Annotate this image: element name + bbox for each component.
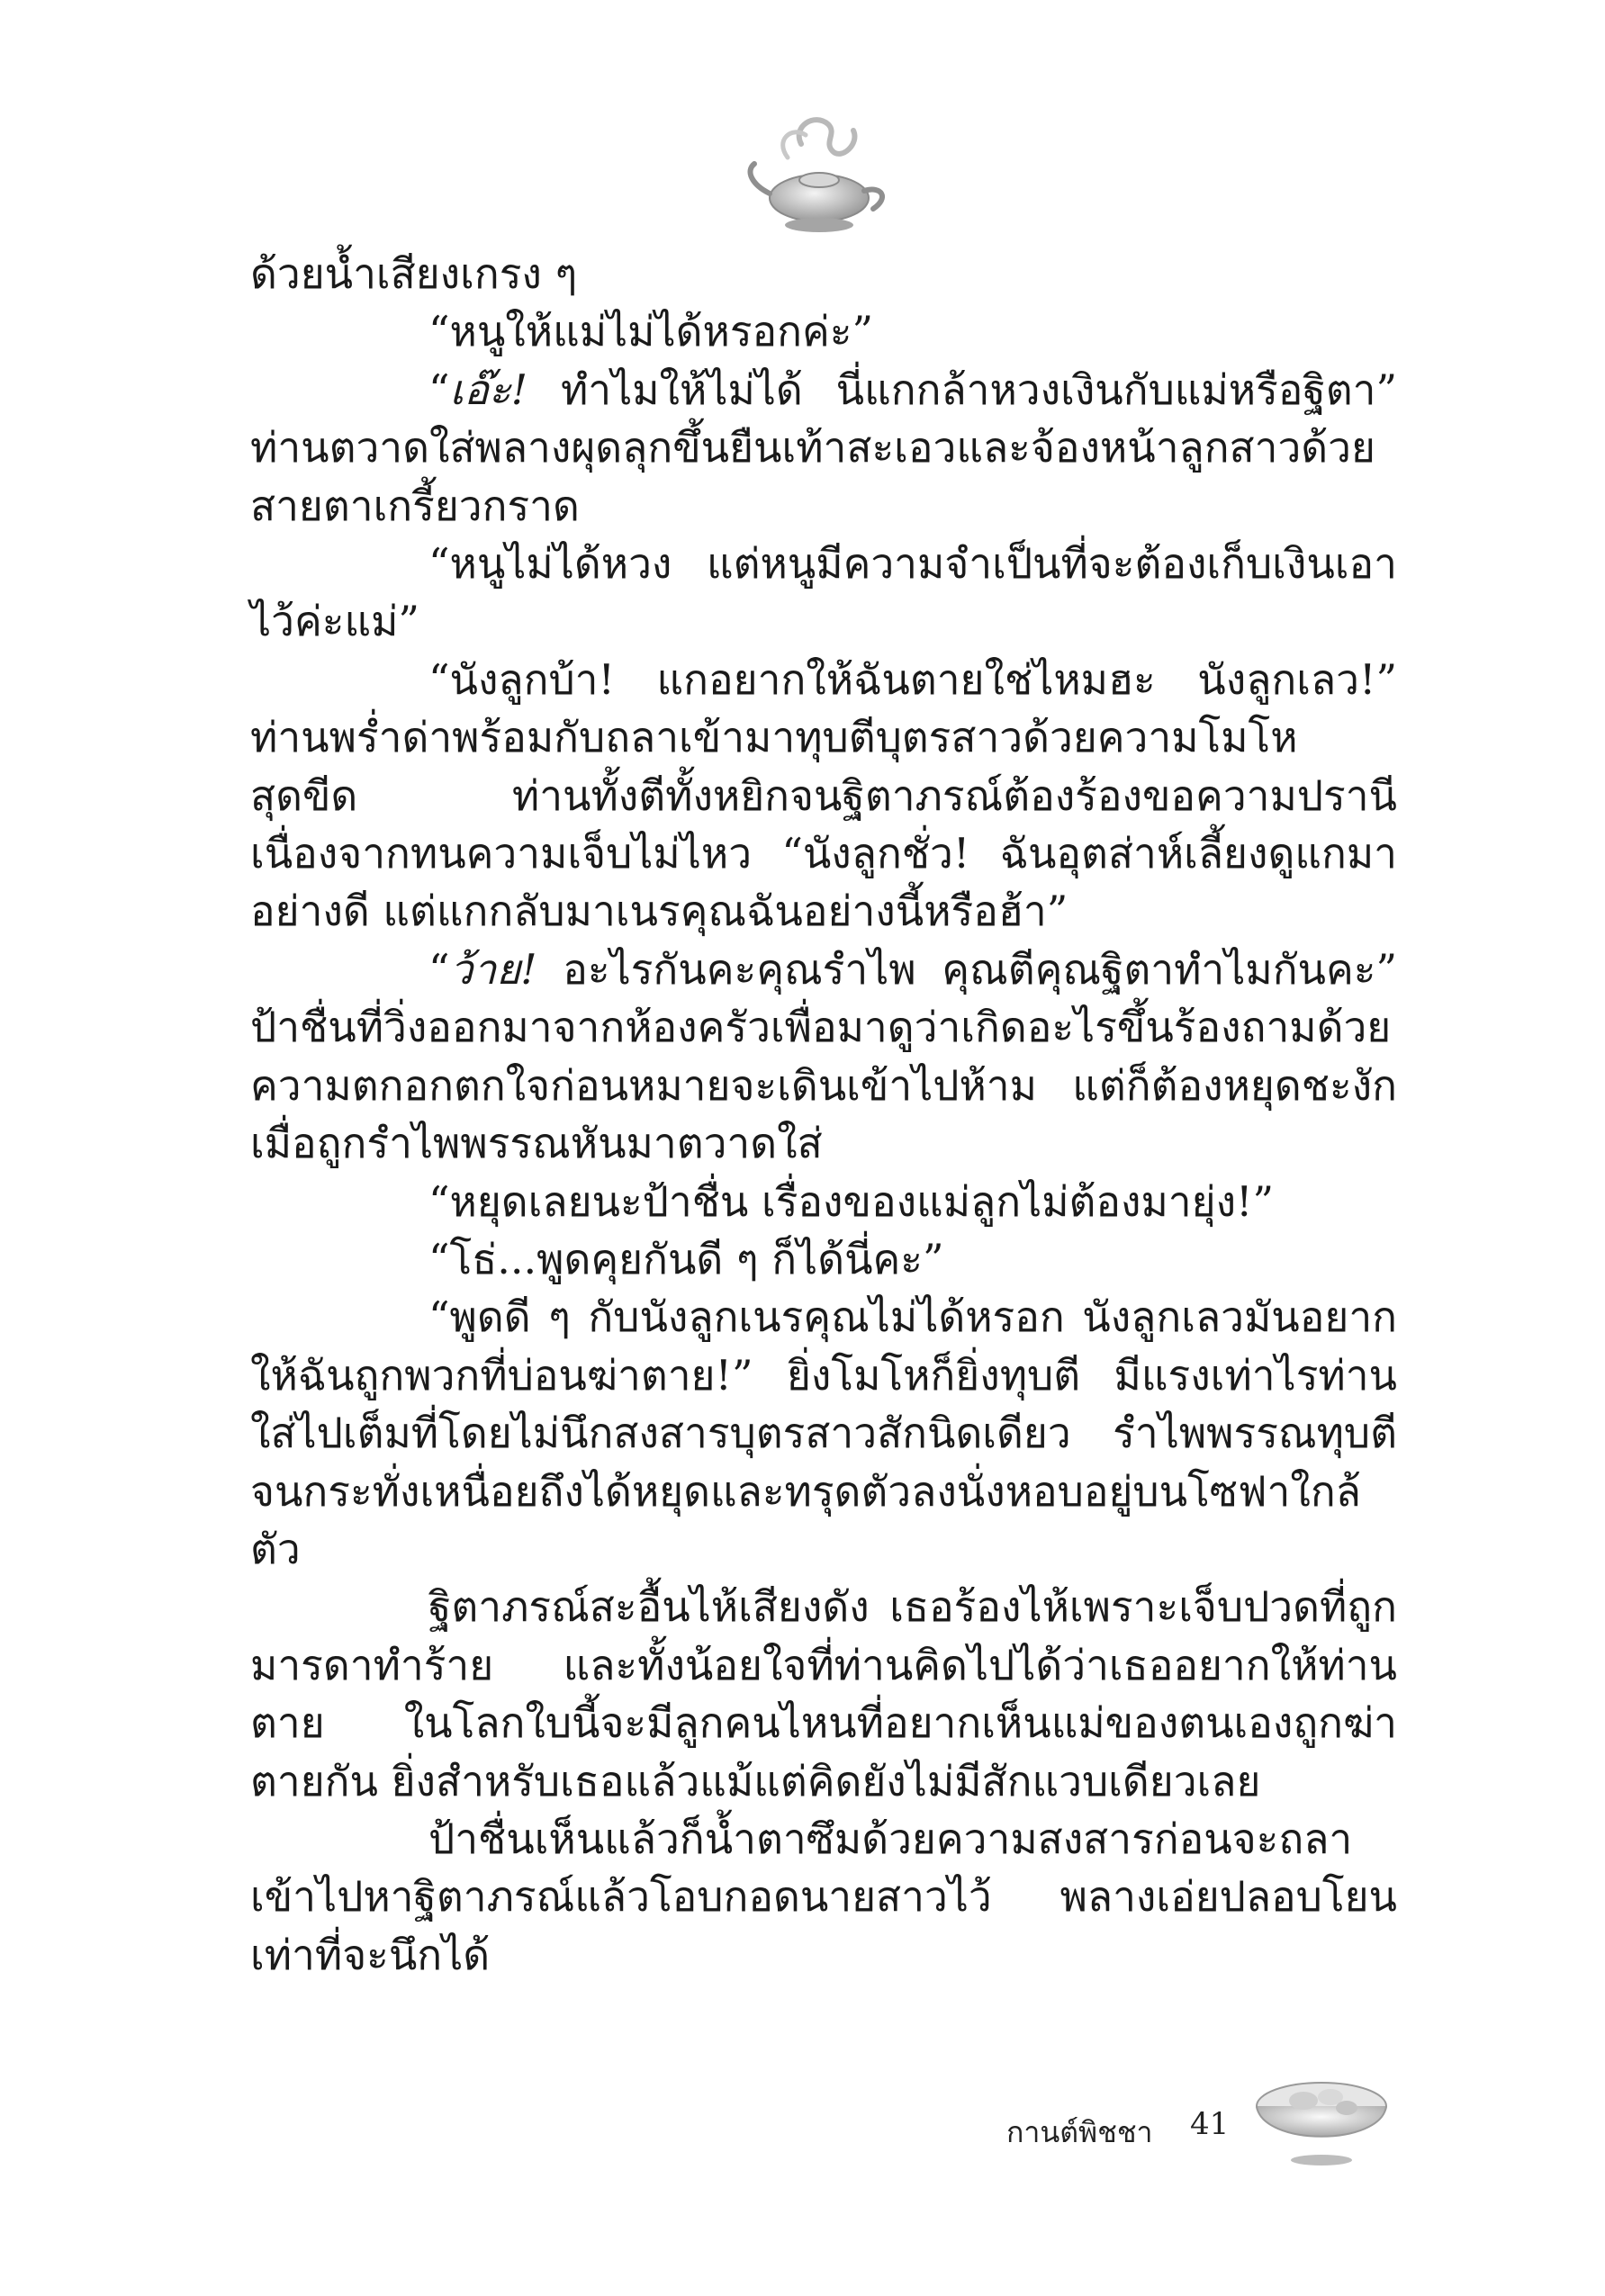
paragraph-6-text: อะไรกันคะคุณรำไพ คุณตีคุณฐิตาทำไมกันคะ” ป้าชื่นที่วิ่งออกมาจากห้องครัวเพื่อมาดูว่าเกิดอะไรขึ้นร้องถามด้วยความตกอกตกใจก่อนหมายจะเดินเข้าไปห้าม แต่ก็ต้องหยุดชะงักเมื่อถูกรำไพพรรณหันมาตวาดใส่ — [250, 944, 1397, 1168]
paragraph-5: “นังลูกบ้า! แกอยากให้ฉันตายใช่ไหมฮะ นังลูกเลว!” ท่านพร่ำด่าพร้อมกับถลาเข้ามาทุบตีบุตรสาวด้วยความโมโหสุดขีด ท่านทั้งตีทั้งหยิกจนฐิตาภรณ์ต้องร้องขอความปรานี เนื่องจากทนความเจ็บไม่ไหว “นังลูกชั่ว! ฉันอุตส่าห์เลี้ยงดูแกมาอย่างดี แต่แกกลับมาเนรคุณฉันอย่างนี้หรือฮ้า” — [250, 654, 1397, 936]
teapot-ornament-icon — [738, 108, 900, 243]
paragraph-2: “หนูให้แม่ไม่ได้หรอกค่ะ” — [428, 307, 874, 356]
paragraph-3: “เอ๊ะ! ทำไมให้ไม่ได้ นี่แกกล้าหวงเงินกับแม่หรือฐิตา” ท่านตวาดใส่พลางผุดลุกขึ้นยืนเท้าสะเอวและจ้องหน้าลูกสาวด้วยสายตาเกรี้ยวกราด — [250, 365, 1397, 530]
emphasis-exclamation: เอ๊ะ! — [449, 365, 528, 414]
paragraph-7: “หยุดเลยนะป้าชื่น เรื่องของแม่ลูกไม่ต้องมายุ่ง!” — [428, 1176, 1275, 1226]
paragraph-3-text: ทำไมให้ไม่ได้ นี่แกกล้าหวงเงินกับแม่หรือฐิตา” ท่านตวาดใส่พลางผุดลุกขึ้นยืนเท้าสะเอวและจ้องหน้าลูกสาวด้วยสายตาเกรี้ยวกราด — [250, 365, 1397, 530]
paragraph-8: “โธ่...พูดคุยกันดี ๆ ก็ได้นี่คะ” — [428, 1234, 944, 1283]
paragraph-4: “หนูไม่ได้หวง แต่หนูมีความจำเป็นที่จะต้องเก็บเงินเอาไว้ค่ะแม่” — [250, 539, 1397, 646]
author-name: กานต์พิชชา — [1006, 2115, 1153, 2149]
story-text — [250, 245, 1397, 1984]
paragraph-9: “พูดดี ๆ กับนังลูกเนรคุณไม่ได้หรอก นังลูกเลวมันอยากให้ฉันถูกพวกที่บ่อนฆ่าตาย!” ยิ่งโมโหก็ยิ่งทุบตี มีแรงเท่าไรท่านใส่ไปเต็มที่โดยไม่นึกสงสารบุตรสาวสักนิดเดียว รำไพพรรณทุบตีจนกระทั่งเหนื่อยถึงได้หยุดและทรุดตัวลงนั่งหอบอยู่บนโซฟาใกล้ตัว — [250, 1292, 1397, 1573]
emphasis-exclamation: ว้าย! — [449, 944, 537, 994]
paragraph-10: ฐิตาภรณ์สะอื้นไห้เสียงดัง เธอร้องไห้เพราะเจ็บปวดที่ถูกมารดาทำร้าย และทั้งน้อยใจที่ท่านคิดไปได้ว่าเธออยากให้ท่านตาย ในโลกใบนี้จะมีลูกคนไหนที่อยากเห็นแม่ของตนเองถูกฆ่าตายกัน ยิ่งสำหรับเธอแล้วแม้แต่คิดยังไม่มีสักแวบเดียวเลย — [250, 1582, 1397, 1805]
paragraph-1: ด้วยน้ำเสียงเกรง ๆ — [250, 249, 578, 298]
page-number: 41 — [1190, 2106, 1230, 2142]
paragraph-11: ป้าชื่นเห็นแล้วก็น้ำตาซึมด้วยความสงสารก่อนจะถลาเข้าไปหาฐิตาภรณ์แล้วโอบกอดนายสาวไว้ พลางเอ่ยปลอบโยนเท่าที่จะนึกได้ — [250, 1814, 1397, 1979]
dessert-bowl-icon — [1249, 2070, 1393, 2169]
paragraph-6: “ว้าย! อะไรกันคะคุณรำไพ คุณตีคุณฐิตาทำไมกันคะ” ป้าชื่นที่วิ่งออกมาจากห้องครัวเพื่อมาดูว่าเกิดอะไรขึ้นร้องถามด้วยความตกอกตกใจก่อนหมายจะเดินเข้าไปห้าม แต่ก็ต้องหยุดชะงักเมื่อถูกรำไพพรรณหันมาตวาดใส่ — [250, 944, 1397, 1168]
